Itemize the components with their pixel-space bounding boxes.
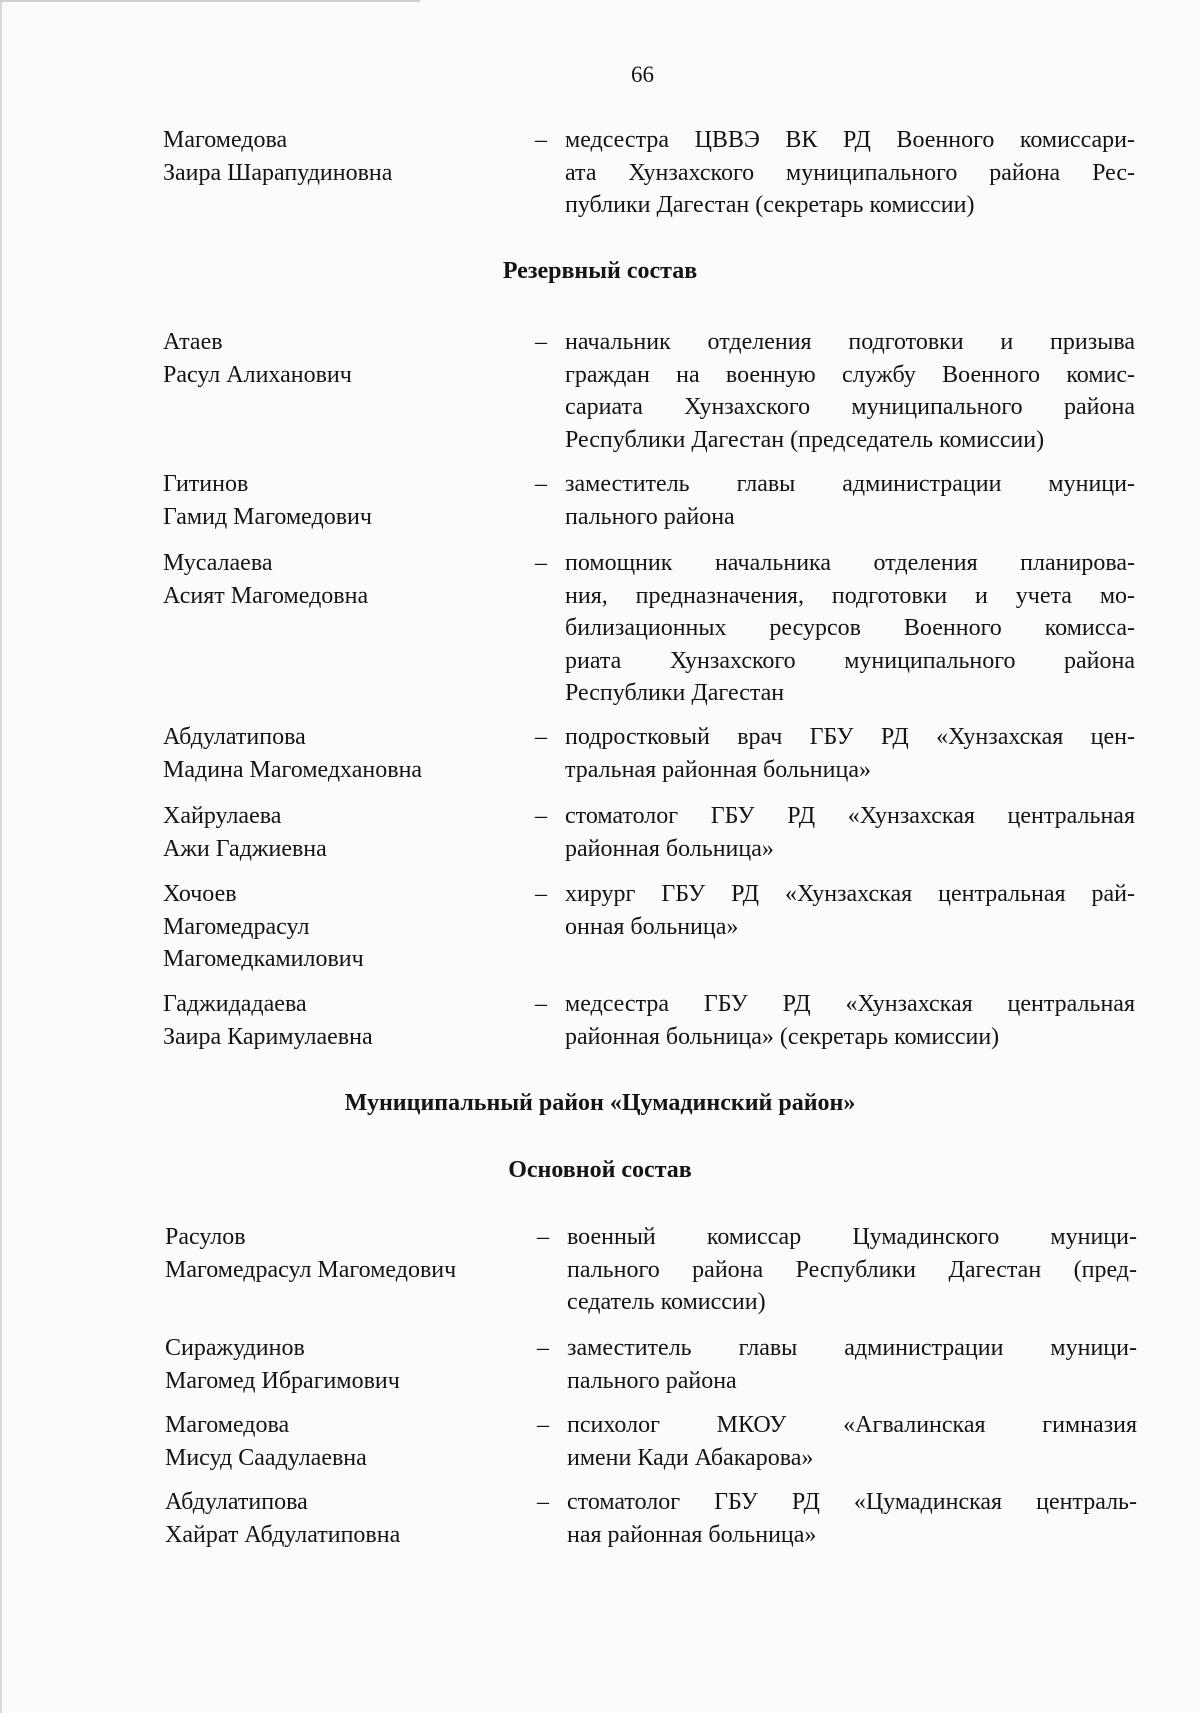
member-name-line: Хайрулаева [163, 803, 282, 829]
section-heading: Основной состав [508, 1157, 692, 1183]
member-role-line: заместитель главы администрации муници- [565, 471, 1135, 497]
member-role-line: Республики Дагестан [565, 680, 785, 706]
member-role-line: районная больница» (секретарь комиссии) [565, 1023, 1000, 1050]
member-role-line: публики Дагестан (секретарь комиссии) [565, 192, 975, 218]
dash-separator: – [535, 991, 547, 1017]
section-heading: Муниципальный район «Цумадинский район» [344, 1090, 856, 1116]
member-role-line: граждан на военную службу Военного комис- [565, 361, 1135, 388]
member-role [567, 1332, 1137, 1397]
member-name [163, 468, 508, 533]
member-role [565, 326, 1135, 456]
member-role [565, 124, 1135, 222]
member-name [163, 721, 508, 786]
member-name [163, 547, 508, 612]
member-name-line: Асият Магомедовна [163, 582, 369, 609]
member-name [165, 1409, 510, 1474]
member-name-line: Заира Шарапудиновна [163, 159, 393, 186]
member-name [163, 124, 508, 189]
member-name-line: Хайрат Абдулатиповна [165, 1521, 401, 1548]
member-role [565, 721, 1135, 786]
member-role-line: хирург ГБУ РД «Хунзахская центральная рай- [565, 881, 1135, 907]
member-role-line: начальник отделения подготовки и призыва [565, 329, 1135, 355]
member-name-line: Мусалаева [163, 550, 273, 576]
member-name [163, 326, 508, 391]
member-role [567, 1486, 1137, 1551]
member-role [567, 1221, 1137, 1319]
member-name-line: Абдулатипова [165, 1489, 308, 1515]
dash-separator: – [537, 1489, 549, 1515]
member-role-line: психолог МКОУ «Агвалинская гимназия [567, 1412, 1137, 1438]
member-name-line: Заира Каримулаевна [163, 1023, 373, 1050]
member-name [165, 1332, 510, 1397]
member-role-line: Республики Дагестан (председатель комиссии) [565, 426, 1045, 453]
member-name-line: Магомедрасул Магомедович [165, 1256, 457, 1283]
member-role [565, 800, 1135, 865]
dash-separator: – [535, 803, 547, 829]
page-number-text: 66 [631, 62, 654, 87]
member-name-line: Мисуд Саадулаевна [165, 1444, 367, 1471]
member-role-line: военный комиссар Цумадинского муници- [567, 1224, 1137, 1250]
member-role-line: стоматолог ГБУ РД «Цумадинская централь- [567, 1489, 1137, 1515]
member-role-line: риата Хунзахского муниципального района [565, 647, 1135, 674]
dash-separator: – [535, 550, 547, 576]
member-role-line: помощник начальника отделения планирова- [565, 550, 1135, 576]
member-name [163, 988, 508, 1053]
scan-edge [0, 0, 2, 1713]
member-role-line: тральная районная больница» [565, 756, 871, 783]
member-name-line: Магомедрасул [163, 913, 310, 940]
member-name-line: Абдулатипова [163, 724, 306, 750]
section-heading: Резервный состав [502, 258, 698, 284]
member-name-line: Мадина Магомедхановна [163, 756, 423, 783]
member-role [565, 878, 1135, 943]
member-role [567, 1409, 1137, 1474]
member-role-line: сариата Хунзахского муниципального района [565, 394, 1135, 420]
member-name-line: Гитинов [163, 471, 249, 497]
member-role-line: пального района Республики Дагестан (пред- [567, 1256, 1137, 1283]
member-name-line: Ажи Гаджиевна [163, 835, 327, 862]
member-name-line: Магомед Ибрагимович [165, 1367, 400, 1394]
member-role-line: стоматолог ГБУ РД «Хунзахская центральная [565, 803, 1135, 829]
member-role-line: подростковый врач ГБУ РД «Хунзахская цен- [565, 724, 1135, 750]
member-role-line: седатель комиссии) [567, 1289, 766, 1315]
dash-separator: – [535, 127, 547, 153]
member-name [165, 1221, 510, 1286]
member-role-line: билизационных ресурсов Военного комисса- [565, 615, 1135, 641]
member-name-line: Расулов [165, 1224, 246, 1250]
member-name [165, 1486, 510, 1551]
member-name [163, 800, 508, 865]
member-role-line: ата Хунзахского муниципального района Рес- [565, 159, 1135, 186]
member-name-line: Хочоев [163, 881, 237, 907]
member-role-line: медсестра ЦВВЭ ВК РД Военного комиссари- [565, 127, 1135, 153]
member-role [565, 468, 1135, 533]
member-role-line: медсестра ГБУ РД «Хунзахская центральная [565, 991, 1135, 1017]
dash-separator: – [535, 329, 547, 355]
member-role-line: заместитель главы администрации муници- [567, 1335, 1137, 1361]
member-name-line: Гамид Магомедович [163, 503, 372, 530]
member-role-line: пального района [567, 1367, 737, 1394]
dash-separator: – [537, 1335, 549, 1361]
member-name-line: Магомедова [163, 127, 288, 153]
dash-separator: – [535, 471, 547, 497]
dash-separator: – [535, 881, 547, 907]
dash-separator: – [537, 1224, 549, 1250]
member-role-line: имени Кади Абакарова» [567, 1444, 814, 1471]
dash-separator: – [535, 724, 547, 750]
member-name-line: Атаев [163, 329, 223, 355]
member-role-line: ния, предназначения, подготовки и учета мо- [565, 582, 1135, 609]
scan-edge-top [0, 0, 420, 2]
member-role-line: районная больница» [565, 835, 774, 862]
dash-separator: – [537, 1412, 549, 1438]
member-role-line: пального района [565, 503, 735, 530]
member-name-line: Магомедова [165, 1412, 290, 1438]
member-name-line: Расул Алиханович [163, 361, 352, 388]
member-name [163, 878, 508, 976]
member-name-line: Магомедкамилович [163, 946, 364, 972]
member-role-line: онная больница» [565, 913, 739, 940]
member-role [565, 547, 1135, 710]
member-name-line: Гаджидадаева [163, 991, 307, 1017]
member-role-line: ная районная больница» [567, 1521, 817, 1548]
member-name-line: Сиражудинов [165, 1335, 305, 1361]
member-role [565, 988, 1135, 1053]
